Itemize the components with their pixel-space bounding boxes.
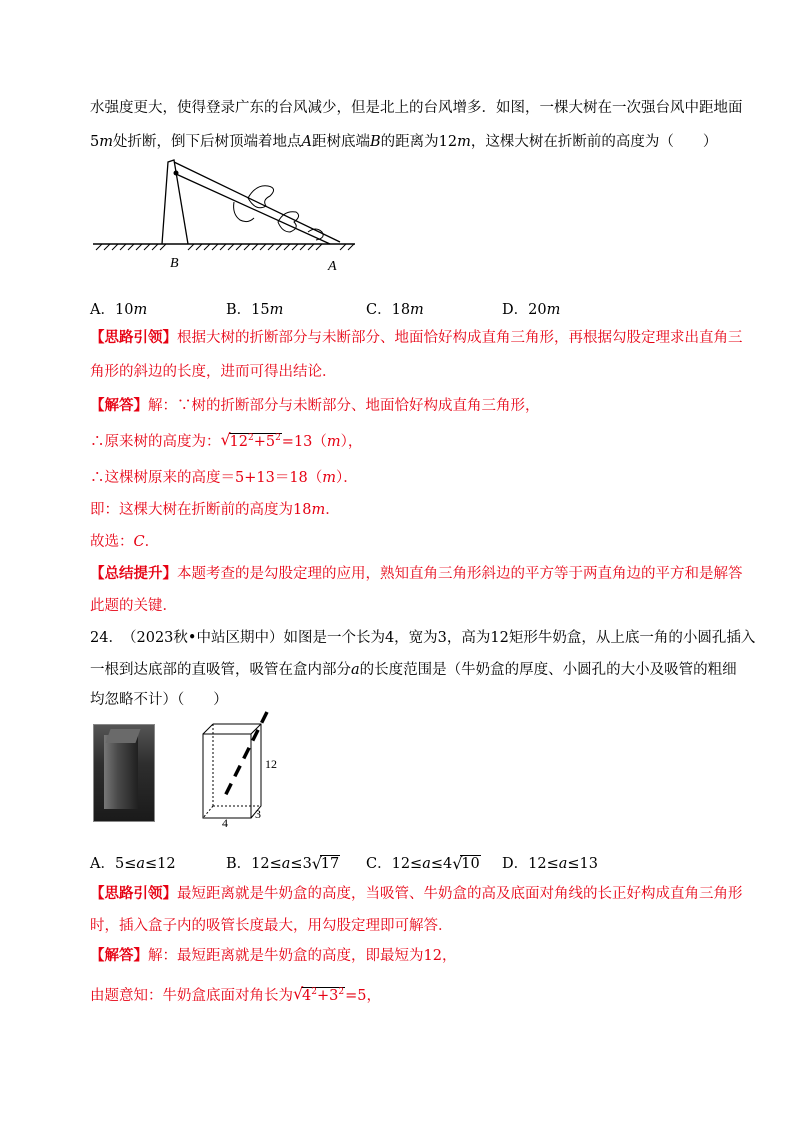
label-height: 12 <box>265 757 277 771</box>
q24-answer-line1 <box>90 946 456 966</box>
q23-answer-line3 <box>90 468 358 488</box>
unit-m: m <box>311 502 326 518</box>
q23-text: 处折断，倒下后树顶端着地点 <box>112 134 302 150</box>
option-text: ≤12 <box>145 856 176 872</box>
point-b: B <box>369 134 381 150</box>
answer-tag: 【解答】 <box>90 947 148 964</box>
option-text: A．5≤ <box>90 856 137 872</box>
answer-text: 即：这棵大树在折断前的高度为18 <box>90 502 312 518</box>
q23-answer-line2 <box>90 432 362 452</box>
q24-text-line2 <box>90 660 737 680</box>
answer-text: 解：最短距离就是牛奶盒的高度，即最短为12， <box>148 948 457 964</box>
radicand: 10 <box>461 856 480 872</box>
sqrt-sign: √ <box>452 854 463 873</box>
option-text: D．12≤ <box>502 856 559 872</box>
radicand <box>301 987 345 1004</box>
exponent: 2 <box>311 987 317 997</box>
answer-text: =5， <box>345 988 381 1004</box>
broken-tree-figure <box>90 150 360 275</box>
fallen-trunk <box>174 162 340 244</box>
q23-text: 距树底端 <box>311 134 370 150</box>
hint-tag: 【思路引领】 <box>90 885 177 902</box>
q24-text-line3: 均忽略不计）（ ） <box>90 692 228 708</box>
unit-m: m <box>99 134 113 150</box>
exponent: 2 <box>338 987 345 997</box>
radicand-term: 4 <box>302 988 312 1004</box>
answer-text: ）， <box>340 434 363 450</box>
sqrt-expression <box>312 856 340 872</box>
sqrt-expression <box>452 856 480 872</box>
q23-text-line2 <box>90 132 717 152</box>
radicand-term: +3 <box>316 988 339 1004</box>
option-unit: m <box>269 302 284 318</box>
q23-summary-line2: 此题的关键． <box>90 598 177 614</box>
q23-answer-line5 <box>90 532 159 552</box>
option-var: a <box>558 856 568 872</box>
label-b: B <box>170 256 179 271</box>
hint-text: 根据大树的折断部分与未断部分、地面恰好构成直角三角形，再根据勾股定理求出直角三 <box>177 330 743 346</box>
q23-answer-line4 <box>90 500 340 520</box>
sqrt-sign: √ <box>220 430 231 449</box>
q23-option-d[interactable] <box>502 298 560 319</box>
summary-text: 本题考查的是勾股定理的应用，熟知直角三角形斜边的平方等于两直角边的平方和是解答 <box>177 566 743 582</box>
q23-text-line1: 水强度更大，使得登录广东的台风减少，但是北上的台风增多．如图，一棵大树在一次强台风中距地面 <box>90 100 743 116</box>
milk-box-diagram <box>195 708 295 828</box>
option-label: B．15 <box>226 302 270 318</box>
option-unit: m <box>546 302 561 318</box>
option-var: a <box>281 856 291 872</box>
option-text: ≤13 <box>567 856 598 872</box>
q24-text-line1 <box>90 628 755 648</box>
answer-text: ∴这棵树原来的高度＝5+13＝18（ <box>90 470 323 486</box>
answer-text: ∴原来树的高度为： <box>90 434 221 450</box>
unit-m: m <box>326 434 341 450</box>
q23-option-a[interactable] <box>90 298 147 319</box>
unit-m: m <box>322 470 337 486</box>
option-unit: m <box>133 302 148 318</box>
var-a: a <box>351 662 360 678</box>
sqrt-sign: √ <box>293 984 304 1003</box>
q23-option-b[interactable] <box>226 298 283 319</box>
sqrt-expression <box>221 432 282 452</box>
option-text: ≤3 <box>290 856 312 872</box>
q24-hint-line1 <box>90 884 743 904</box>
exponent: 2 <box>275 433 281 443</box>
answer-text: ． <box>144 534 160 550</box>
hint-tag: 【思路引领】 <box>90 329 177 346</box>
answer-text: 解：∵树的折断部分与未断部分、地面恰好构成直角三角形， <box>148 398 540 414</box>
q24-hint-line2: 时，插入盒子内的吸管长度最大，用勾股定理即可解答． <box>90 918 453 934</box>
option-unit: m <box>410 302 424 318</box>
option-text: ≤4 <box>430 856 453 872</box>
q24-text: 的长度范围是（牛奶盒的厚度、小圆孔的大小及吸管的粗细 <box>359 662 737 678</box>
hint-text: 最短距离就是牛奶盒的高度，当吸管、牛奶盒的高及底面对角线的长正好构成直角三角形 <box>177 886 743 902</box>
label-a: A <box>328 259 337 274</box>
ground-hatching <box>96 244 354 250</box>
exponent: 2 <box>247 433 254 443</box>
summary-tag: 【总结提升】 <box>90 565 177 582</box>
answer-choice: C <box>133 534 145 550</box>
answer-text: ）． <box>336 470 358 486</box>
q23-hint-line1 <box>90 328 743 348</box>
q24-option-d[interactable] <box>502 852 598 873</box>
box-edge <box>203 724 213 734</box>
option-var: a <box>422 856 431 872</box>
q24-answer-line2 <box>90 986 381 1006</box>
q23-text: 的距离为12 <box>380 134 458 150</box>
radicand-term: +5 <box>253 434 276 450</box>
option-text: B．12≤ <box>226 856 282 872</box>
label-length: 4 <box>222 816 228 828</box>
q23-option-c[interactable] <box>366 298 424 319</box>
label-width: 3 <box>255 807 261 821</box>
q23-val: 5 <box>90 134 100 150</box>
q24-option-a[interactable] <box>90 852 176 873</box>
radicand <box>229 433 282 450</box>
option-var: a <box>136 856 146 872</box>
sqrt-expression <box>293 986 345 1006</box>
q23-summary-line1 <box>90 564 743 584</box>
q24-option-b[interactable] <box>226 852 340 873</box>
answer-text: ． <box>325 502 340 518</box>
unit-m: m <box>457 134 471 150</box>
option-label: A．10 <box>90 302 134 318</box>
box-front-face <box>203 734 251 818</box>
answer-text: =13（ <box>281 434 327 450</box>
point-a: A <box>301 134 312 150</box>
milk-box-photo <box>93 724 155 822</box>
radicand-term: 12 <box>229 434 248 450</box>
option-text: C．12≤ <box>366 856 423 872</box>
q23-hint-line2: 角形的斜边的长度，进而可得出结论． <box>90 364 337 380</box>
box-hidden-edge <box>203 806 213 818</box>
q23-answer-line1 <box>90 396 540 416</box>
answer-text: 由题意知：牛奶盒底面对角长为 <box>90 988 293 1004</box>
radicand: 17 <box>320 856 340 872</box>
question-number: 24． <box>90 630 123 646</box>
q24-option-c[interactable] <box>366 852 481 873</box>
q24-text: 一根到达底部的直吸管，吸管在盒内部分 <box>90 662 351 678</box>
sqrt-sign: √ <box>311 854 322 873</box>
answer-tag: 【解答】 <box>90 397 148 414</box>
answer-text: 故选： <box>90 534 134 550</box>
option-label: D．20 <box>502 302 547 318</box>
q23-text: ，这棵大树在折断前的高度为（ ） <box>470 134 718 150</box>
option-label: C．18 <box>366 302 411 318</box>
q24-text: （2023秋•中站区期中）如图是一个长为4，宽为3，高为12矩形牛奶盒，从上底一角的小圆孔插入 <box>122 630 756 646</box>
